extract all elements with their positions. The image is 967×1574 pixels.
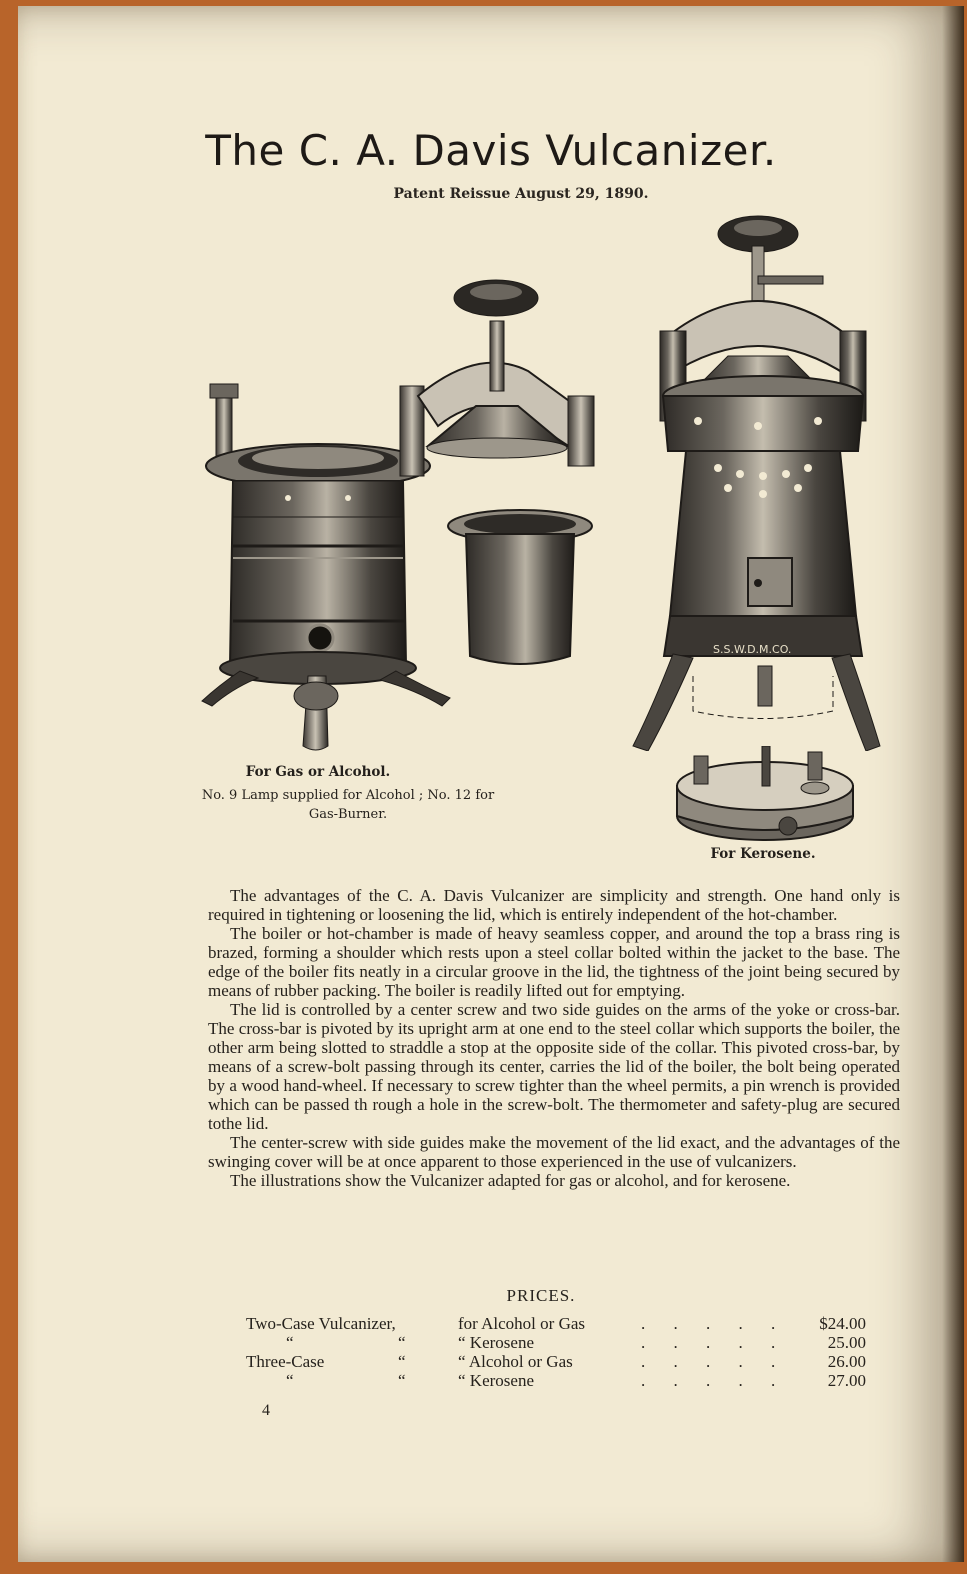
price-row: [246, 1371, 866, 1390]
paragraph: The advantages of the C. A. Davis Vulcanizer are simplicity and strength. One hand only is required in tightening or loosening the lid, which is entirely independent of the hot-chamber.: [208, 886, 900, 924]
page-number: 4: [262, 1402, 270, 1419]
paragraph: The center-screw with side guides make the movement of the lid exact, and the advantages of the swinging cover will be at once apparent to those experienced in the use of vulcanizers.: [208, 1133, 900, 1171]
leader-dots: . . . . .: [641, 1333, 788, 1352]
description-text: [208, 886, 900, 1190]
foot-left: [202, 671, 258, 706]
bolt-head: [210, 384, 238, 398]
price-row: [246, 1333, 866, 1352]
burner-port: [307, 625, 333, 651]
price-item: Three-Case: [246, 1352, 325, 1371]
price-value: 25.00: [827, 1333, 866, 1352]
price-variant: for Alcohol or Gas: [458, 1314, 586, 1333]
page-edge-shadow: [942, 6, 964, 1562]
boiler-body: [466, 534, 574, 664]
price-value: 27.00: [827, 1371, 866, 1390]
prices-heading: PRICES.: [506, 1286, 576, 1305]
patent-subtitle: Patent Reissue August 29, 1890.: [393, 186, 649, 202]
price-value: $24.00: [819, 1314, 866, 1333]
leader-dots: . . . . .: [641, 1371, 788, 1390]
price-variant: “ Alcohol or Gas: [458, 1352, 573, 1371]
price-value: 26.00: [827, 1352, 866, 1371]
caption-kerosene-heading: For Kerosene.: [710, 846, 816, 862]
leader-dots: . . . . .: [641, 1314, 788, 1333]
illustration-kerosene-lamp: [670, 746, 860, 846]
foot-right: [380, 671, 450, 706]
caption-gas-heading: For Gas or Alcohol.: [245, 764, 391, 780]
price-list: [246, 1314, 866, 1390]
leg-left: [633, 654, 693, 751]
price-row: [246, 1314, 866, 1333]
paragraph: The lid is controlled by a center screw and two side guides on the arms of the yoke or cross-bar. The cross-bar is pivoted by its upright arm at one end to the steel collar which supports the boiler, the other arm being slotted to straddle a stop at the opposite side of the collar. This pivoted cross-bar, by means of a screw-bolt passing through its center, carries the lid of the boiler, the bolt being operated by a wood hand-wheel. If necessary to screw tighter than the wheel permits, a pin wrench is provided which can be passed th rough a hole in the screw-bolt. The thermometer and safety-plug are secured tothe lid.: [208, 1000, 900, 1133]
price-item: Two-Case Vulcanizer,: [246, 1314, 396, 1333]
maker-stamp: S.S.W.D.M.CO.: [713, 643, 792, 656]
paragraph: The boiler or hot-chamber is made of heavy seamless copper, and around the top a brass ring is brazed, forming a shoulder which rests upon a steel collar bolted within the jacket to the base. The edge of the boiler fits neatly in a circular groove in the lid, the tightness of the joint being secured by means of rubber packing. The boiler is readily lifted out for emptying.: [208, 924, 900, 1000]
ditto-mark: “: [286, 1371, 294, 1390]
illustration-kerosene-vulcanizer: [618, 206, 928, 751]
catalog-page: [18, 6, 964, 1562]
ditto-mark: “: [398, 1333, 406, 1352]
ditto-mark: “: [398, 1371, 406, 1390]
price-row: [246, 1352, 866, 1371]
leg-right: [832, 654, 880, 751]
ditto-mark: “: [286, 1333, 294, 1352]
caption-gas-line1: No. 9 Lamp supplied for Alcohol ; No. 12 for: [201, 788, 495, 803]
price-variant: “ Kerosene: [458, 1333, 534, 1352]
caption-gas-line2: Gas-Burner.: [308, 807, 388, 822]
leader-dots: . . . . .: [641, 1352, 788, 1371]
price-variant: “ Kerosene: [458, 1371, 534, 1390]
ditto-mark: “: [398, 1352, 406, 1371]
page-title: The C. A. Davis Vulcanizer.: [205, 126, 777, 175]
upper-body: [663, 396, 863, 451]
illustration-gas-vulcanizer: [178, 276, 608, 756]
paragraph: The illustrations show the Vulcanizer adapted for gas or alcohol, and for kerosene.: [230, 1171, 791, 1190]
